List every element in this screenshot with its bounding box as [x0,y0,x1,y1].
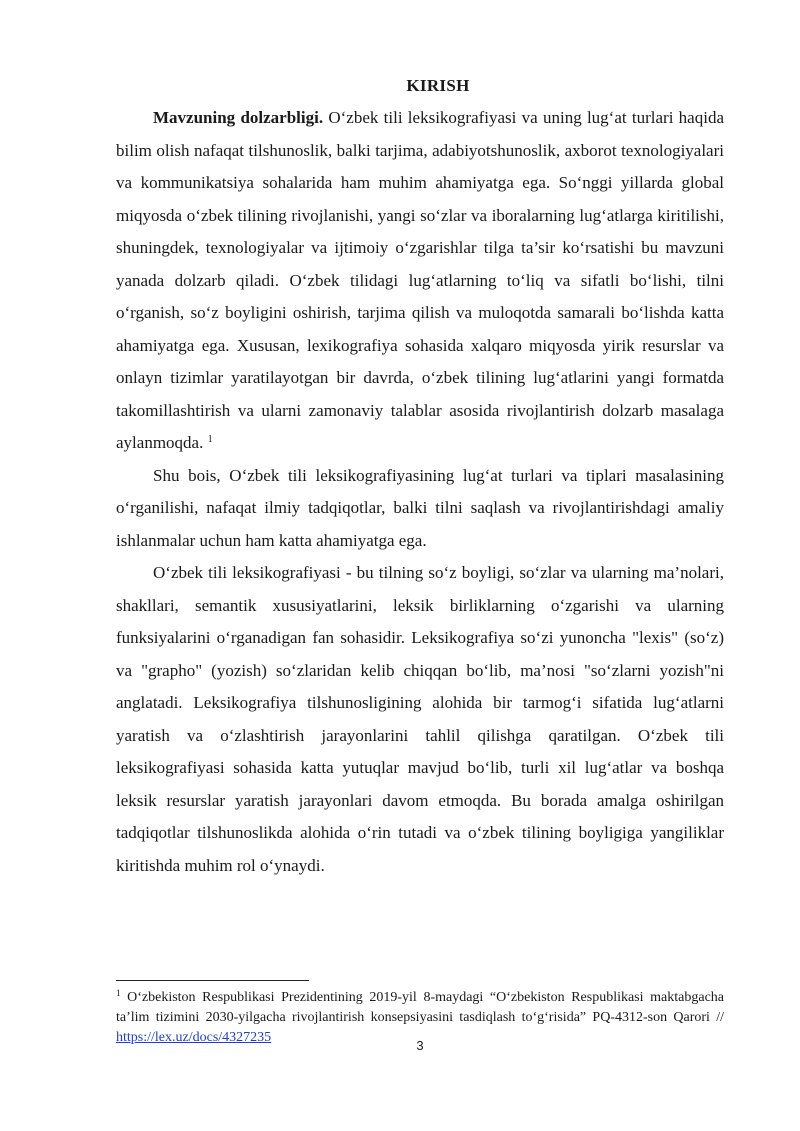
paragraph-therefore [116,460,724,558]
paragraph-relevance [116,102,724,460]
paragraph-text: O‘zbek tili leksikografiyasi - bu tilning so‘z boyligi, so‘zlar va ularning ma’nolari, shakllari, semantik xususiyatlarini, leksik birliklarning o‘zgarishi va ularning funksiyalarini o‘rganadigan fan sohasidir. Leksikografiya so‘zi yunoncha "lexis" (so‘z) va "grapho" (yozish) so‘zlaridan kelib chiqqan bo‘lib, ma’nosi "so‘zlarni yozish"ni anglatadi. Leksikografiya tilshunosligining alohida bir tarmog‘i sifatida lug‘atlarni yaratish va o‘zlashtirish jarayonlarini tahlil qilishga qaratilgan. O‘zbek tili leksikografiyasi sohasida katta yutuqlar mavjud bo‘lib, turli xil lug‘atlar va boshqa leksik resurslar yaratish jarayonlari davom etmoqda. Bu borada amalga oshirilgan tadqiqotlar tilshunoslikda alohida o‘rin tutadi va o‘zbek tilining boyligiga yangiliklar kiritishda muhim rol o‘ynaydi. [116,563,724,875]
body-text [116,102,724,882]
paragraph-text: Shu bois, O‘zbek tili leksikografiyasining lug‘at turlari va tiplari masalasining o‘rganilishi, nafaqat ilmiy tadqiqotlar, balki tilni saqlash va rivojlantirishdagi amaliy ishlanmalar uchun ham katta ahamiyatga ega. [116,465,724,550]
footnote-separator [116,980,309,981]
section-heading: KIRISH [406,76,470,95]
footnote-reference[interactable]: 1 [207,434,213,445]
paragraph-text: O‘zbek tili leksikografiyasi va uning lug‘at turlari haqida bilim olish nafaqat tilshunoslik, balki tarjima, adabiyotshunoslik, axborot texnologiyalari va kommunikatsiya sohalarida ham muhim ahamiyatga ega. So‘nggi yillarda global miqyosda o‘zbek tilining rivojlanishi, yangi so‘zlar va iboralarning lug‘atlarga kiritilishi, shuningdek, texnologiyalar va ijtimoiy o‘zgarishlar tilga ta’sir ko‘rsatishi bu mavzuni yanada dolzarb qiladi. O‘zbek tilidagi lug‘atlarning to‘liq va sifatli bo‘lishi, tilni o‘rganish, so‘z boyligini oshirish, tarjima qilish va muloqotda samarali bo‘lishda katta ahamiyatga ega. Xususan, lexikografiya sohasida xalqaro miqyosda yirik resurslar va onlayn tizimlar yaratilayotgan bir davrda, o‘zbek tilining lug‘atlarini yangi formatda takomillashtirish va ularni zamonaviy talablar asosida rivojlantirish dolzarb masalaga aylanmoqda. [116,108,724,452]
footnote-marker: 1 [116,988,121,998]
paragraph-definition [116,557,724,882]
paragraph-lead: Mavzuning dolzarbligi. [153,108,324,127]
page-number: 3 [416,1038,424,1053]
footnote-link[interactable]: https://lex.uz/docs/4327235 [116,1030,272,1045]
footnote-text: O‘zbekiston Respublikasi Prezidentining 2019-yil 8-maydagi “O‘zbekiston Respublikasi maktabgacha ta’lim tizimini 2030-yilgacha rivojlantirish konsepsiyasini tasdiqlash to‘g‘risida” PQ-4312-son Qarori // [116,990,724,1025]
